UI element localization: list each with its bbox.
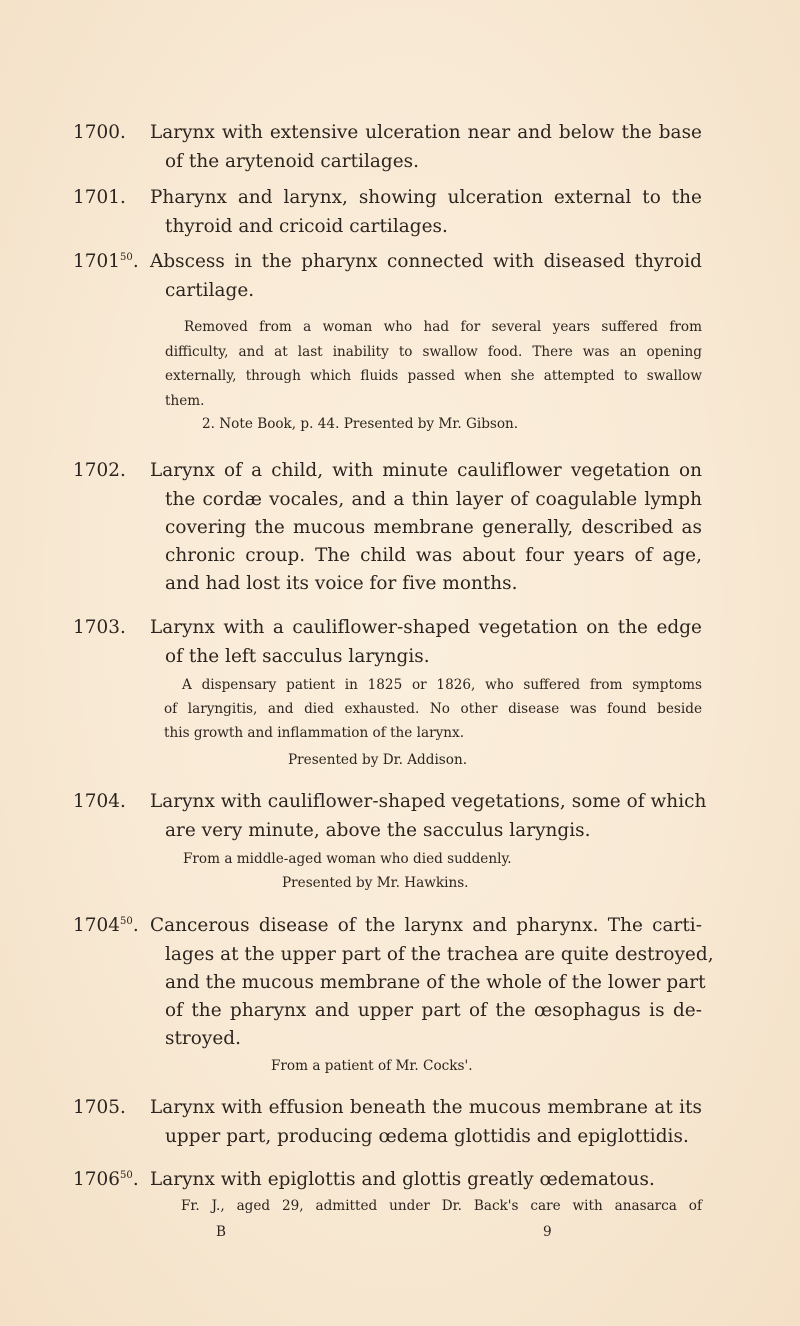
- entry-note-line: Fr. J., aged 29, admitted under Dr. Back's care with anasarca of: [181, 1198, 702, 1214]
- entry-description-line: thyroid and cricoid cartilages.: [165, 216, 448, 237]
- entry-description-line: Pharynx and larynx, showing ulceration external to the: [150, 187, 702, 208]
- entry-description-line: upper part, producing œdema glottidis and epiglottidis.: [165, 1126, 689, 1147]
- entry-note-line: them.: [165, 393, 205, 409]
- entry-number: 1704$^{50}$.: [73, 915, 139, 936]
- entry-description-line: of the arytenoid cartilages.: [165, 151, 420, 172]
- entry-description-line: lages at the upper part of the trachea are quite destroyed,: [165, 944, 714, 965]
- entry-note-line: difficulty, and at last inability to swallow food. There was an opening: [165, 344, 702, 360]
- signature-mark: B: [216, 1224, 226, 1240]
- entry-description-line: Abscess in the pharynx connected with diseased thyroid: [150, 251, 702, 272]
- page-number: 9: [543, 1224, 552, 1240]
- entry-number: 1701.: [73, 187, 126, 208]
- entry-description-line: stroyed.: [165, 1028, 241, 1049]
- entry-number: 1705.: [73, 1097, 126, 1118]
- entry-presented-by: Presented by Mr. Hawkins.: [282, 875, 469, 891]
- entry-description-line: and the mucous membrane of the whole of the lower part: [165, 972, 706, 993]
- entry-description-line: are very minute, above the sacculus laryngis.: [165, 820, 591, 841]
- entry-description-line: Larynx with cauliflower-shaped vegetations, some of which: [150, 791, 707, 812]
- entry-presented-by: Presented by Dr. Addison.: [288, 752, 468, 768]
- entry-number: 1703.: [73, 617, 126, 638]
- entry-description-line: covering the mucous membrane generally, described as: [165, 517, 702, 538]
- entry-number: 1704.: [73, 791, 126, 812]
- entry-note-line: From a middle-aged woman who died suddenly.: [183, 851, 512, 867]
- entry-number: 1700.: [73, 122, 126, 143]
- entry-description-line: and had lost its voice for five months.: [165, 573, 518, 594]
- entry-description-line: Cancerous disease of the larynx and pharynx. The carti-: [150, 915, 702, 936]
- entry-description-line: chronic croup. The child was about four years of age,: [165, 545, 702, 566]
- entry-description-line: the cordæ vocales, and a thin layer of coagulable lymph: [165, 489, 702, 510]
- entry-number: 1701$^{50}$.: [73, 251, 139, 272]
- entry-description-line: Larynx with epiglottis and glottis greatly œdematous.: [150, 1169, 655, 1190]
- entry-description-line: Larynx of a child, with minute cauliflower vegetation on: [150, 460, 702, 481]
- entry-description-line: of the pharynx and upper part of the œsophagus is de-: [165, 1000, 702, 1021]
- entry-note-line: this growth and inflammation of the larynx.: [164, 725, 465, 741]
- entry-note-line: A dispensary patient in 1825 or 1826, who suffered from symptoms: [182, 677, 702, 693]
- entry-description-line: Larynx with extensive ulceration near and below the base: [150, 122, 702, 143]
- entry-reference: 2. Note Book, p. 44. Presented by Mr. Gibson.: [202, 416, 519, 432]
- entry-note-line: Removed from a woman who had for several years suffered from: [184, 319, 702, 335]
- entry-note-line: of laryngitis, and died exhausted. No other disease was found beside: [164, 701, 702, 717]
- entry-number: 1706$^{50}$.: [73, 1169, 139, 1190]
- entry-description-line: Larynx with a cauliflower-shaped vegetation on the edge: [150, 617, 702, 638]
- entry-description-line: Larynx with effusion beneath the mucous membrane at its: [150, 1097, 702, 1118]
- entry-description-line: cartilage.: [165, 280, 255, 301]
- entry-note-line: externally, through which fluids passed when she attempted to swallow: [165, 368, 702, 384]
- entry-presented-by: From a patient of Mr. Cocks'.: [271, 1058, 473, 1074]
- entry-description-line: of the left sacculus laryngis.: [165, 646, 430, 667]
- entry-number: 1702.: [73, 460, 126, 481]
